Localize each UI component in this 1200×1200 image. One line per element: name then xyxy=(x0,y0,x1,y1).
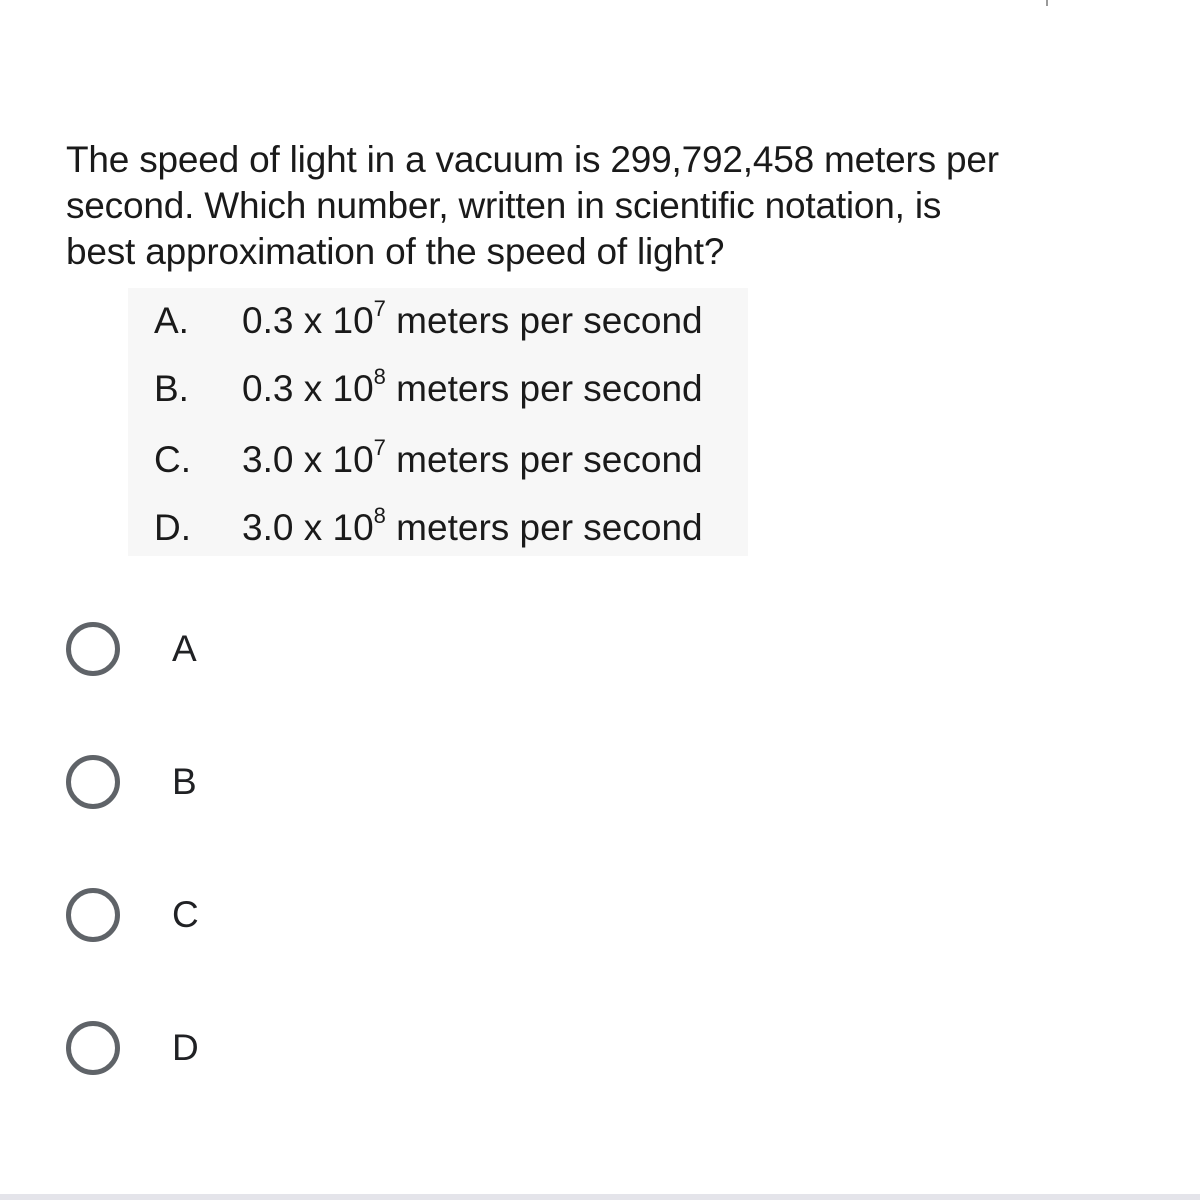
option-b[interactable] xyxy=(64,751,464,821)
option-label: D xyxy=(172,1027,199,1068)
choice-exponent: 8 xyxy=(373,502,386,528)
choice-mantissa: 3.0 x 10 xyxy=(242,439,374,480)
radio-button-icon[interactable] xyxy=(66,755,120,809)
choice-letter: D. xyxy=(154,507,191,548)
option-label: A xyxy=(172,628,197,669)
option-d[interactable] xyxy=(64,1017,464,1087)
choice-mantissa: 3.0 x 10 xyxy=(242,507,374,548)
option-label: C xyxy=(172,894,199,935)
choice-exponent: 7 xyxy=(373,295,386,321)
choice-exponent: 8 xyxy=(373,363,386,389)
choice-letter: A. xyxy=(154,300,189,341)
choice-letter: C. xyxy=(154,439,191,480)
top-edge-mark xyxy=(1046,0,1048,6)
question-line: second. Which number, written in scientific notation, is xyxy=(66,185,942,226)
bottom-divider xyxy=(0,1194,1200,1200)
choice-text xyxy=(242,502,703,549)
question-line: best approximation of the speed of light? xyxy=(66,231,725,272)
choice-unit: meters per second xyxy=(385,368,703,409)
choice-row-a xyxy=(128,292,748,348)
choice-mantissa: 0.3 x 10 xyxy=(242,300,374,341)
choice-row-c xyxy=(128,431,748,487)
answer-choices-image xyxy=(128,288,748,556)
option-c[interactable] xyxy=(64,884,464,954)
choice-text xyxy=(242,295,703,342)
radio-button-icon[interactable] xyxy=(66,622,120,676)
question-line: The speed of light in a vacuum is 299,792,458 meters per xyxy=(66,139,999,180)
choice-row-d xyxy=(128,499,748,555)
choice-mantissa: 0.3 x 10 xyxy=(242,368,374,409)
radio-button-icon[interactable] xyxy=(66,888,120,942)
option-a[interactable] xyxy=(64,618,464,688)
choice-text xyxy=(242,363,703,410)
choice-letter: B. xyxy=(154,368,189,409)
option-label: B xyxy=(172,761,197,802)
choice-exponent: 7 xyxy=(373,434,386,460)
choice-unit: meters per second xyxy=(385,300,703,341)
choice-text xyxy=(242,434,703,481)
choice-row-b xyxy=(128,360,748,416)
question-text xyxy=(66,137,1126,275)
choice-unit: meters per second xyxy=(385,439,703,480)
choice-unit: meters per second xyxy=(385,507,703,548)
radio-button-icon[interactable] xyxy=(66,1021,120,1075)
